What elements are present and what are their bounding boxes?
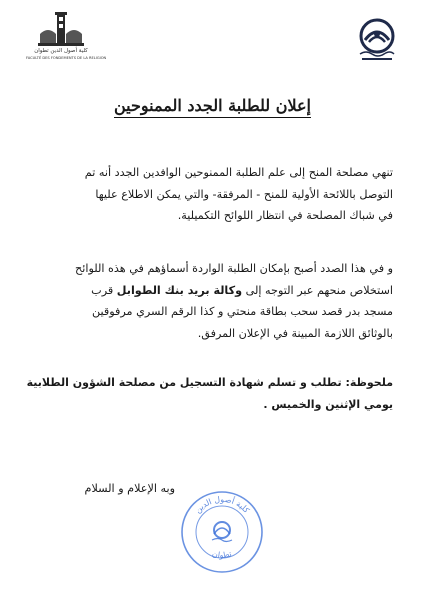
paragraph-line: التوصل باللائحة الأولية للمنح - المرفقة- والتي يمكن الاطلاع عليها [95,187,393,201]
text-run: قرب [91,283,117,297]
paragraph-line: في شباك المصلحة في انتظار اللوائح التكميلية. [177,209,393,222]
closing-line: وبه الإعلام و السلام [84,482,175,495]
official-stamp [178,488,266,576]
paragraph-line: مسجد بدر قصد سحب بطاقة منحتي و كذا الرقم السري مرفوقين [91,305,393,318]
paragraph-line: و في هذا الصدد أصبح بإمكان الطلبة الواردة أسماؤهم في هذه اللوائح [75,262,393,275]
bank-agency-name: وكالة بريد بنك الطوابل [116,283,243,297]
mosque-logo-icon [36,12,86,46]
text-run: استخلاص منحهم عبر التوجه إلى [242,283,393,297]
logo-caption-french: FACULTÉ DES FONDEMENTS DE LA RELIGION [26,56,107,60]
paragraph-instructions [28,258,393,344]
faculty-logo [26,12,107,72]
svg-text:تطوان: تطوان [211,549,233,560]
paragraph-line [28,280,393,302]
logo-caption-arabic: كلية أصول الدين تطوان [34,48,88,54]
paragraph-line: بالوثائق اللازمة المبينة في الإعلان المرفق. [197,326,393,340]
note-line: ملحوظة: تطلب و تسلم شهادة التسجيل من مصلحة الشؤون الطلابية [26,376,393,389]
note-block [28,372,393,416]
announcement-title: إعلان للطلبة الجدد الممنوحين [0,96,425,115]
paragraph-line: تنهي مصلحة المنح إلى علم الطلبة الممنوحين الوافدين الجدد أنه تم [84,166,393,179]
note-line: يومي الإثنين والخميس . [263,398,393,411]
university-emblem-icon [352,14,402,64]
paragraph-intro [28,162,393,227]
svg-text:كلية أصول الدين: كلية أصول الدين [193,494,251,515]
